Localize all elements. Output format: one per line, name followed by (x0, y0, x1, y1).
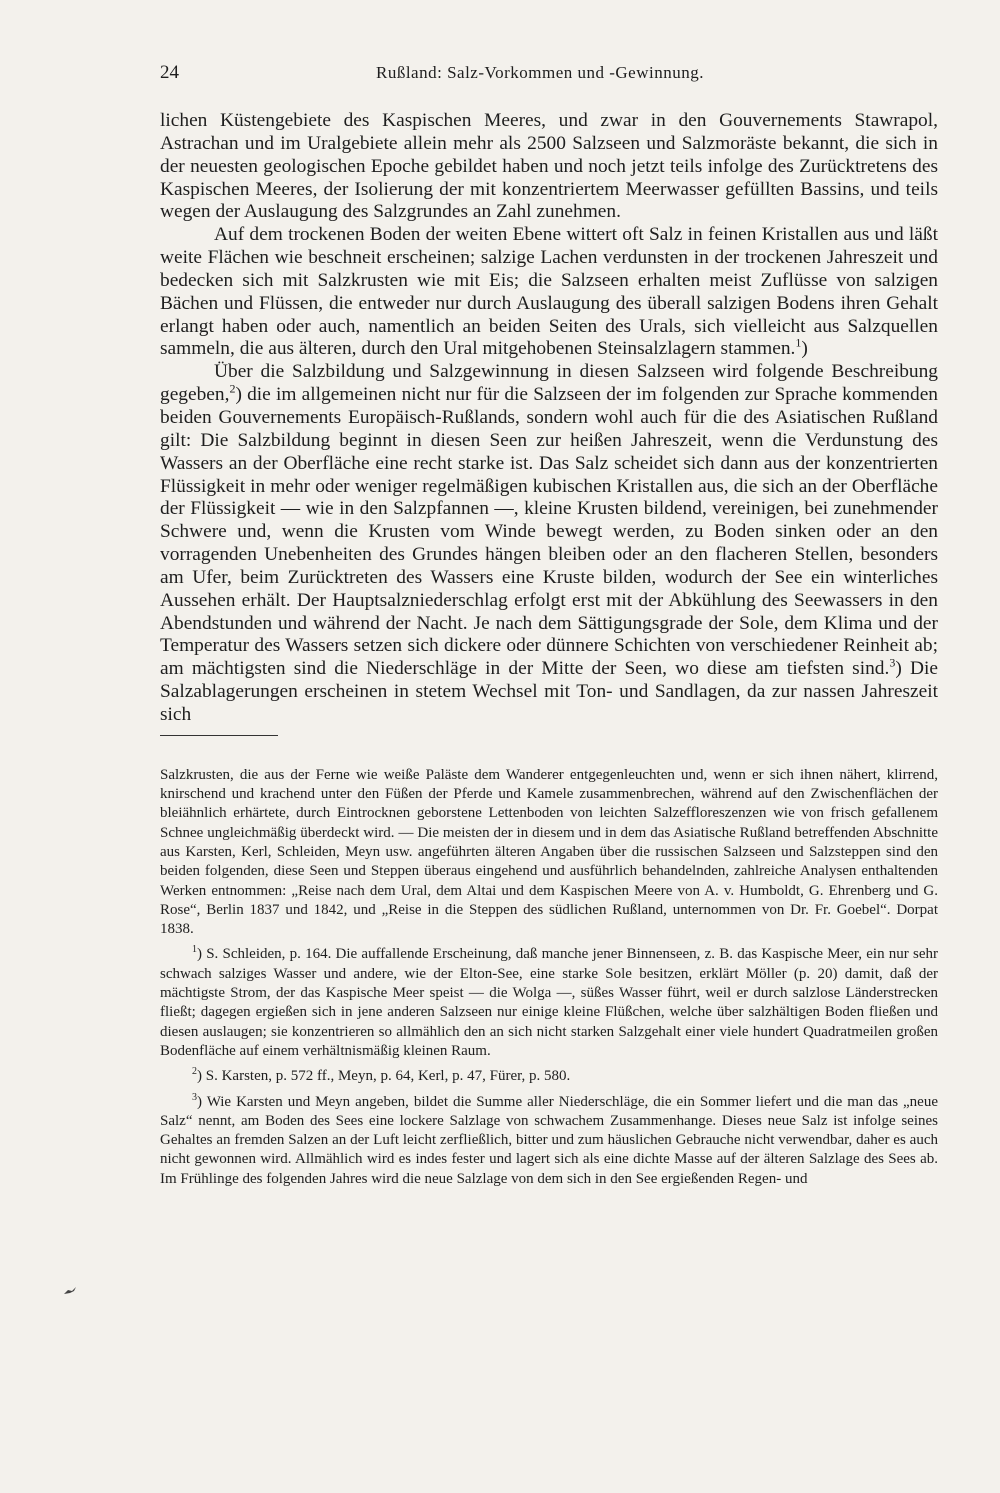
footnote-1-marker: 1 (192, 944, 197, 956)
footnote-3 (160, 1093, 938, 1189)
paragraph-3-text-c: ) Die Salzablagerungen erscheinen in stetem Wechsel mit Ton- und Sandlagen, da zur nassen Jahreszeit sich (160, 658, 938, 725)
footnote-divider (160, 735, 278, 736)
paragraph-2-end: ) (801, 338, 808, 360)
footnote-2-marker: 2 (192, 1066, 197, 1078)
footnote-ref-2: 2 (229, 381, 236, 396)
paragraph-3 (160, 361, 938, 727)
running-head: Rußland: Salz-Vorkommen und -Gewinnung. (376, 63, 704, 82)
footnote-ref-3: 3 (889, 655, 896, 670)
footnote-2 (160, 1067, 938, 1086)
footnote-1-text: ) S. Schleiden, p. 164. Die auffallende Erscheinung, daß manche jener Binnenseen, z. B. das Kaspische Meer, ein nur sehr schwach salziges Wasser und andere, wie der Elton-See, eine starke Sole besitzen, erklärt Möller (p. 20) damit, daß der mächtigste Strom, der das Kaspische Meer speist — die Wolga —, süßes Wasser führt, weil er durch salzlose Länderstrecken fließt; dagegen ergießen sich in jene anderen Salzseen nur einige kleine Flüßchen, welche über salzhältigen Boden fließen und diesen auslaugen; sie konzentrieren so allmählich den an sich nicht starken Salzgehalt einer viele hundert Quadratmeilen großen Bodenfläche auf einem verhältnismäßig kleinen Raum. (160, 946, 938, 1059)
paragraph-3-text-b: ) die im allgemeinen nicht nur für die Salzseen der im folgenden zur Sprache kommenden beiden Gouvernements Europäisch-Rußlands, sondern wohl auch für die des Asiatischen Rußland gilt: Die Salzbildung beginnt in diesen Seen zur heißen Jahreszeit, wenn die Verdunstung des Wassers an der Oberfläche eine recht starke ist. Das Salz scheidet sich dann aus der konzentrierten Flüssigkeit in mehr oder weniger regelmäßigen kubischen Kristallen aus, die sich an der Oberfläche der Flüssigkeit — wie in den Salzpfannen —, kleine Krusten bildend, vereinigen, bei zunehmender Schwere und, wenn die Krusten vom Winde bewegt werden, zu Boden sinken oder an den vorragenden Unebenheiten des Grundes hängen bleiben oder an den flacheren Stellen, besonders am Ufer, beim Zurücktreten des Wassers eine Kruste bilden, wodurch der See ein winterliches Aussehen erhält. Der Hauptsalzniederschlag erfolgt erst mit der Abkühlung des Seewassers in den Abendstunden und während der Nacht. Je nach dem Sättigungsgrade der Sole, dem Klima und der Temperatur des Wassers setzen sich dickere oder dünnere Schichten von verschiedener Reinheit ab; am mächtigsten sind die Niederschläge in der Mitte der Seen, wo diese am tiefsten sind. (160, 384, 938, 680)
footnote-continuation: Salzkrusten, die aus der Ferne wie weiße Paläste dem Wanderer entgegenleuchten und, wenn er sich ihnen nähert, klirrend, knirschend und krachend unter den Füßen der Pferde und Kamele zusammenbrechen, während auf den Zwischenflächen der bleiähnlich erhärtete, durch Eintrocknen geborstene Lettenboden von leichten Salzeffloreszenzen wie von frisch gefallenem Schnee ungleichmäßig überdeckt wird. — Die meisten der in diesem und in dem das Asiatische Rußland betreffenden Abschnitte aus Karsten, Kerl, Schleiden, Meyn usw. angeführten älteren Angaben über die russischen Salzseen und Salzsteppen sind den beiden folgenden, diese Seen und Steppen überaus eingehend und ausführlich behandelnden, zahlreiche Analysen enthaltenden Werken entnommen: „Reise nach dem Ural, dem Altai und dem Kaspischen Meere von A. v. Humboldt, G. Ehrenberg und G. Rose“, Berlin 1837 und 1842, und „Reise in die Steppen des südlichen Rußland, unternommen von Dr. Fr. Goebel“. Dorpat 1838. (160, 766, 938, 938)
footnote-2-text: ) S. Karsten, p. 572 ff., Meyn, p. 64, Kerl, p. 47, Fürer, p. 580. (197, 1068, 571, 1085)
footnote-1 (160, 945, 938, 1061)
page-header (160, 62, 938, 92)
paragraph-1: lichen Küstengebiete des Kaspischen Meeres, und zwar in den Gouvernements Stawrapol, Astrachan und im Uralgebiete allein mehr als 2500 Salzseen und Salzmoräste bekannt, die sich in der neuesten geologischen Epoche gebildet haben und noch jetzt teils infolge des Zurücktretens des Kaspischen Meeres, der Isolierung der mit konzentriertem Meerwasser gefüllten Bassins, und teils wegen der Auslaugung des Salzgrundes an Zahl zunehmen. (160, 110, 938, 223)
paragraph-3-text-a: Über die Salzbildung und Salzgewinnung in diesen Salzseen wird folgende Beschreibung gegeben, (160, 361, 938, 406)
footnote-3-marker: 3 (192, 1091, 197, 1103)
footnotes (160, 766, 938, 1189)
paragraph-2 (160, 224, 938, 361)
page-number: 24 (160, 62, 179, 83)
footnote-3-text: ) Wie Karsten und Meyn angeben, bildet die Summe aller Niederschläge, die ein Sommer liefert und die man das „neue Salz“ nennt, am Boden des Sees eine lockere Salzlage von schwachem Zusammenhange. Dieses neue Salz ist infolge seines Gehaltes an fremden Salzen an der Luft leicht zerfließlich, bitter und zum häuslichen Gebrauche nicht verwendbar, daher es auch nicht gewonnen wird. Allmählich wird es indes fester und lagert sich als eine dichte Masse auf der älteren Salzlage des Sees ab. Im Frühlinge des folgenden Jahres wird die neue Salzlage von dem sich in den See ergießenden Regen- und (160, 1093, 938, 1187)
footnote-ref-1: 1 (795, 335, 802, 350)
paragraph-2-text: Auf dem trockenen Boden der weiten Ebene wittert oft Salz in feinen Kristallen aus und läßt weite Flächen wie beschneit erscheinen; salzige Lachen verdunsten in der trockenen Jahreszeit und bedecken sich mit Salzkrusten wie mit Eis; die Salzseen erhalten meist Zuflüsse von salzigen Bächen und Flüssen, die entweder nur durch Auslaugung des überall salzigen Bodens ihren Gehalt erlangt haben oder auch, namentlich an beiden Seiten des Urals, sich vielleicht aus Salzquellen sammeln, die aus älteren, durch den Ural mitgehobenen Steinsalzlagern stammen. (160, 224, 938, 360)
ink-smudge-mark (63, 1286, 77, 1296)
body-text (160, 110, 938, 727)
book-page (160, 62, 938, 1189)
